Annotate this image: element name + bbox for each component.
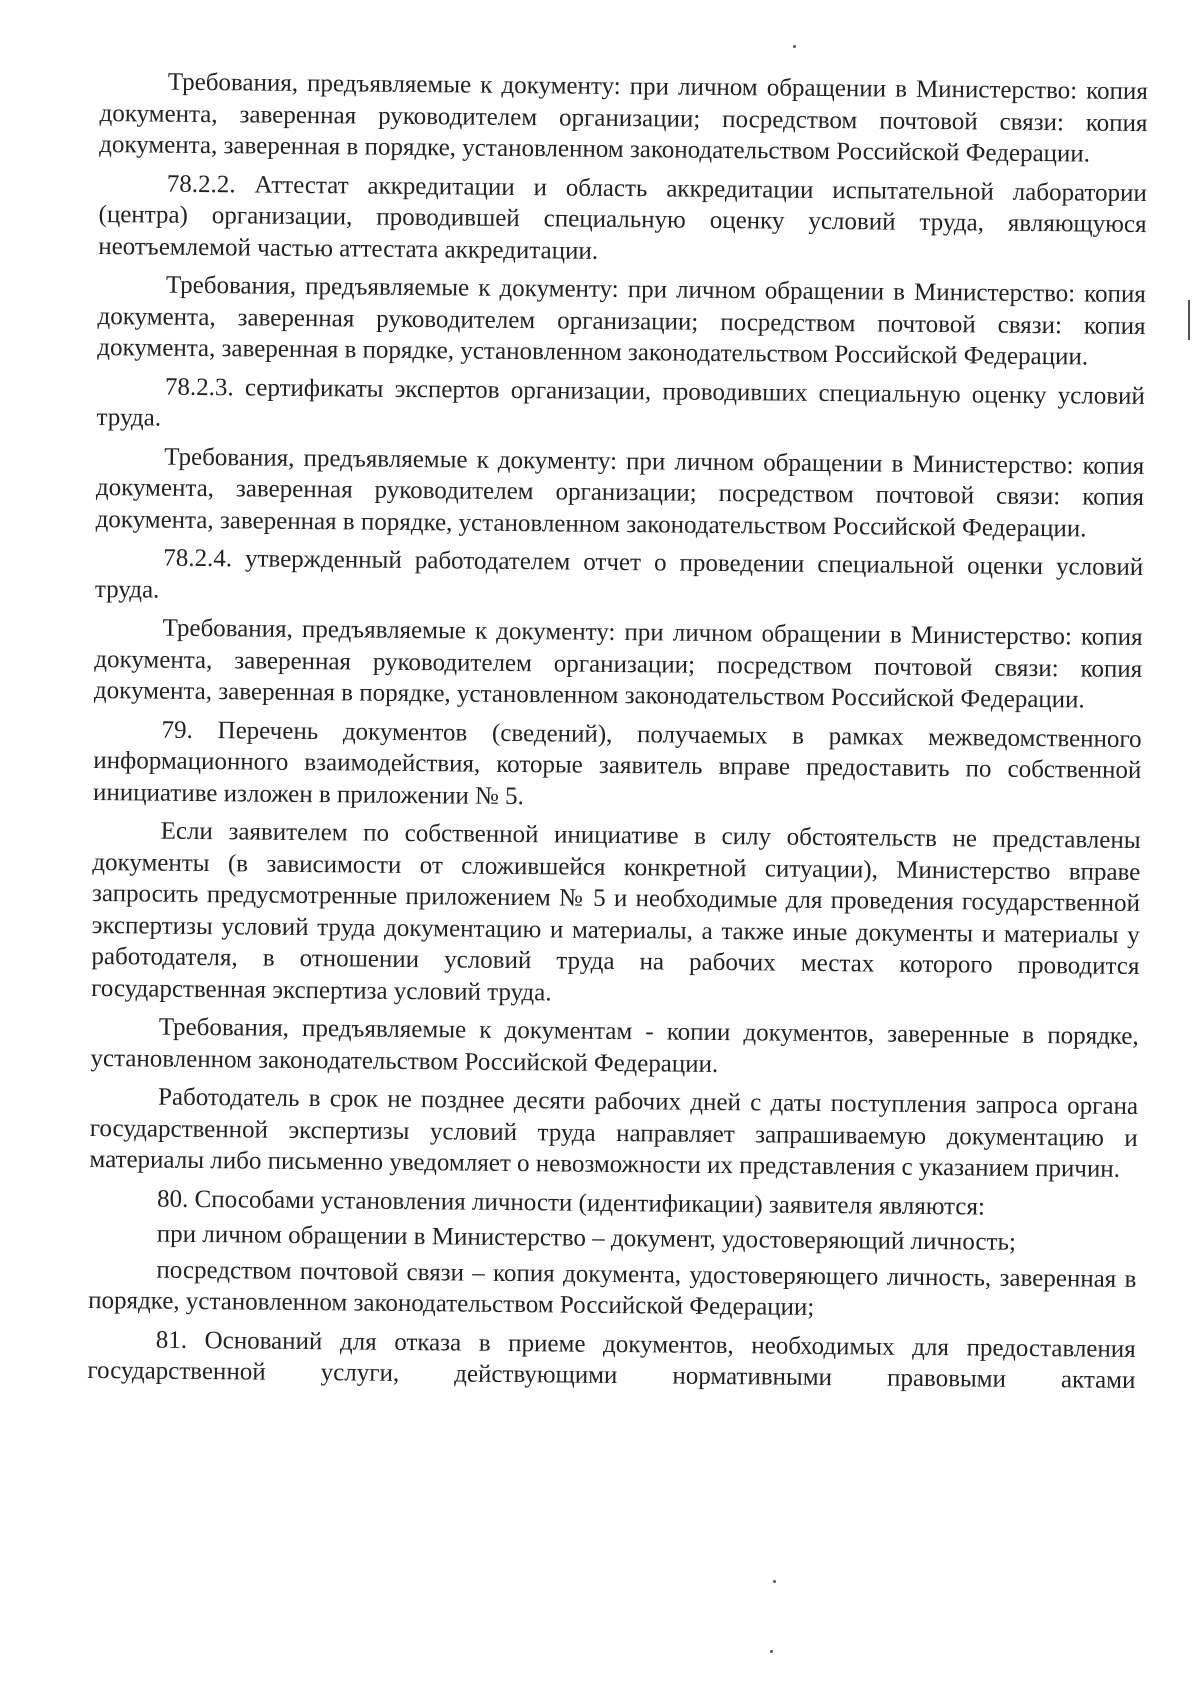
paragraph: 79. Перечень документов (сведений), получаемых в рамках межведомственного информационного взаимодействия, которые заявитель вправе предоставить по собственной инициативе изложен в приложении № 5. — [92, 716, 1142, 810]
paragraph: 80. Способами установления личности (идентификации) заявителя являются: — [157, 1185, 986, 1221]
paragraph: 78.2.4. утвержденный работодателем отчет о проведении специальной оценки условий труда. — [94, 544, 1144, 604]
document-page — [87, 66, 1148, 1403]
paragraph: 81. Оснований для отказа в приеме документов, необходимых для предоставления государственной услуги, действующими нормативными правовыми актами — [87, 1326, 1136, 1394]
paragraph: 78.2.2. Аттестат аккредитации и область аккредитации испытательной лаборатории (центра) организации, проводившей специальную оценку условий труда, являющуюся неотъемлемой частью аттестата аккредитации. — [98, 170, 1147, 265]
paragraph: Работодатель в срок не позднее десяти рабочих дней с даты поступления запроса органа государственной экспертизы условий труда направляет запрашиваемую документацию и материалы либо письменно уведомляет о невозможности их представления с указанием причин. — [89, 1083, 1139, 1183]
scan-speck — [773, 1580, 776, 1583]
paragraph: 78.2.3. сертификаты экспертов организации, проводивших специальную оценку условий труда. — [96, 373, 1146, 432]
paragraph: посредством почтовой связи – копия документа, удостоверяющего личность, заверенная в порядке, установленном законодательством Российской Федерации; — [88, 1256, 1137, 1321]
paragraph: Требования, предъявляемые к документам - копии документов, заверенные в порядке, установленном законодательством Российской Федерации. — [90, 1013, 1139, 1078]
scan-speck — [1188, 300, 1190, 340]
paragraph: при личном обращении в Министерство – документ, удостоверяющий личность; — [156, 1220, 1017, 1256]
scan-speck — [770, 1650, 773, 1653]
paragraph: Требования, предъявляемые к документу: при личном обращении в Министерство: копия документа, заверенная руководителем организации; посредством почтовой связи: копия документа, заверенная в порядке, установленном законодательством Российской Федерации. — [95, 443, 1145, 542]
paragraph: Требования, предъявляемые к документу: при личном обращении в Министерство: копия документа, заверенная руководителем организации; посредством почтовой связи: копия документа, заверенная в порядке, установленном законодательством Российской Федерации. — [97, 271, 1146, 371]
paragraph: Если заявителем по собственной инициативе в силу обстоятельств не представлены документы (в зависимости от сложившейся конкретной ситуации), Министерство вправе запросить предусмотренные приложением № 5 и необходимые для проведения государственной экспертизы условий труда документацию и материалы, а также иные документы и материалы у работодателя, в отношении условий труда на рабочих местах которого проводится государственная экспертиза условий труда. — [91, 817, 1141, 1006]
paragraph: Требования, предъявляемые к документу: при личном обращении в Министерство: копия документа, заверенная руководителем организации; посредством почтовой связи: копия документа, заверенная в порядке, установленном законодательством Российской Федерации. — [93, 614, 1143, 714]
scan-speck — [793, 45, 796, 48]
paragraph: Требования, предъявляемые к документу: при личном обращении в Министерство: копия документа, заверенная руководителем организации; посредством почтовой связи: копия документа, заверенная в порядке, установленном законодательством Российской Федерации. — [99, 68, 1148, 168]
